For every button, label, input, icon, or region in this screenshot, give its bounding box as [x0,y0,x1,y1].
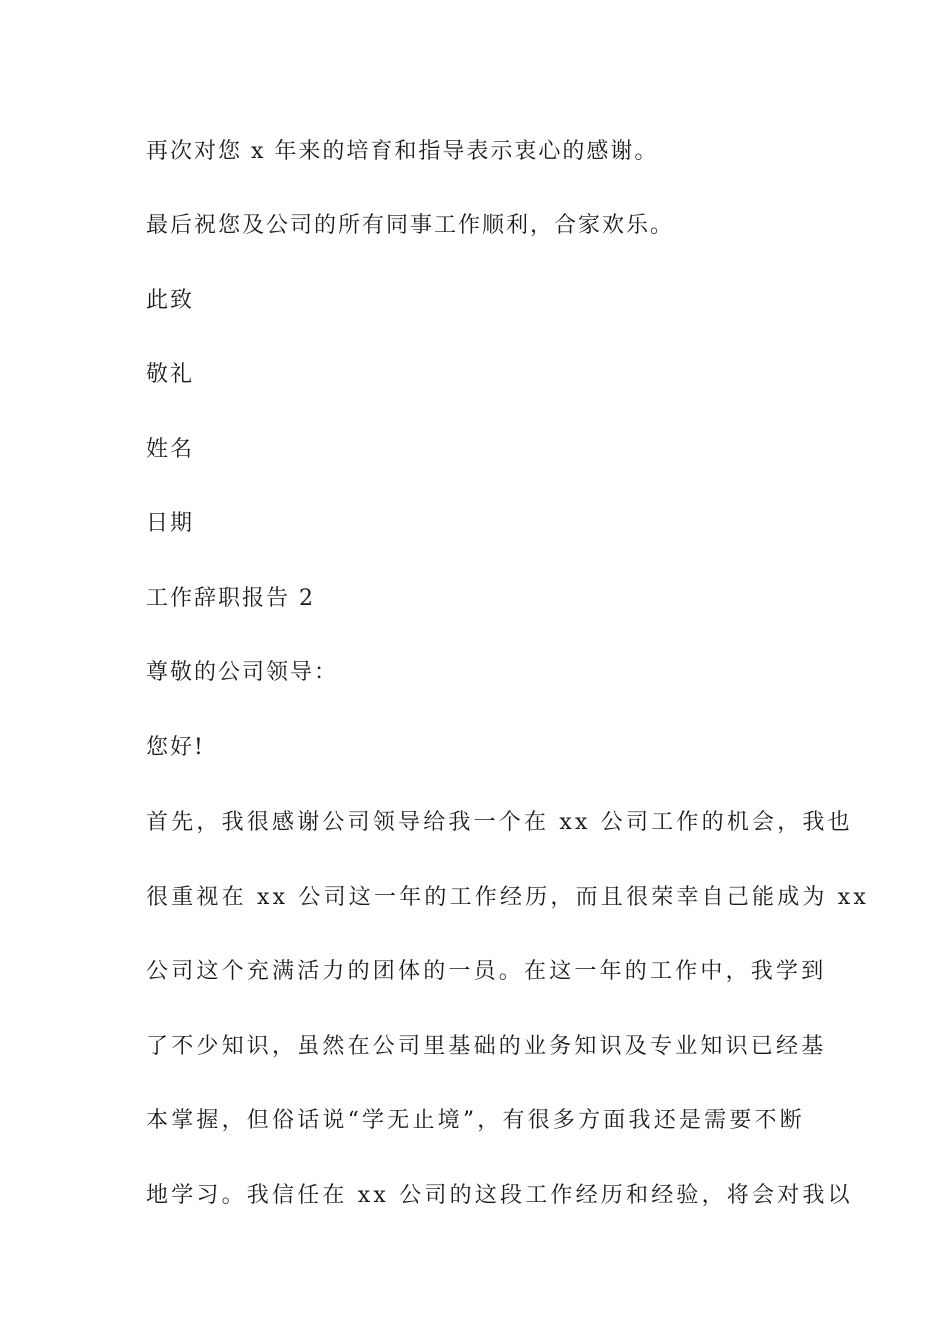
salutation-cizhi: 此致 [146,288,195,313]
body-line: 首先，我很感谢公司领导给我一个在 xx 公司工作的机会，我也 [146,810,853,835]
salutation-jingli: 敬礼 [146,362,195,387]
signature-date: 日期 [146,511,195,536]
body-line: 本掌握，但俗话说“学无止境”，有很多方面我还是需要不断 [146,1108,805,1133]
body-line: 很重视在 xx 公司这一年的工作经历，而且很荣幸自己能成为 xx [146,885,870,910]
body-line: 公司这个充满活力的团体的一员。在这一年的工作中，我学到 [146,959,827,984]
body-line: 了不少知识，虽然在公司里基础的业务知识及专业知识已经基 [146,1034,827,1059]
body-line: 地学习。我信任在 xx 公司的这段工作经历和经验，将会对我以 [146,1183,853,1208]
signature-name: 姓名 [146,437,195,462]
closing-thanks-line: 再次对您 x 年来的培育和指导表示衷心的感谢。 [146,139,659,164]
closing-wishes-line: 最后祝您及公司的所有同事工作顺利，合家欢乐。 [146,213,675,238]
section-title: 工作辞职报告 2 [146,586,315,611]
greeting-hello: 您好! [146,735,205,760]
greeting-recipient: 尊敬的公司领导： [146,660,339,685]
